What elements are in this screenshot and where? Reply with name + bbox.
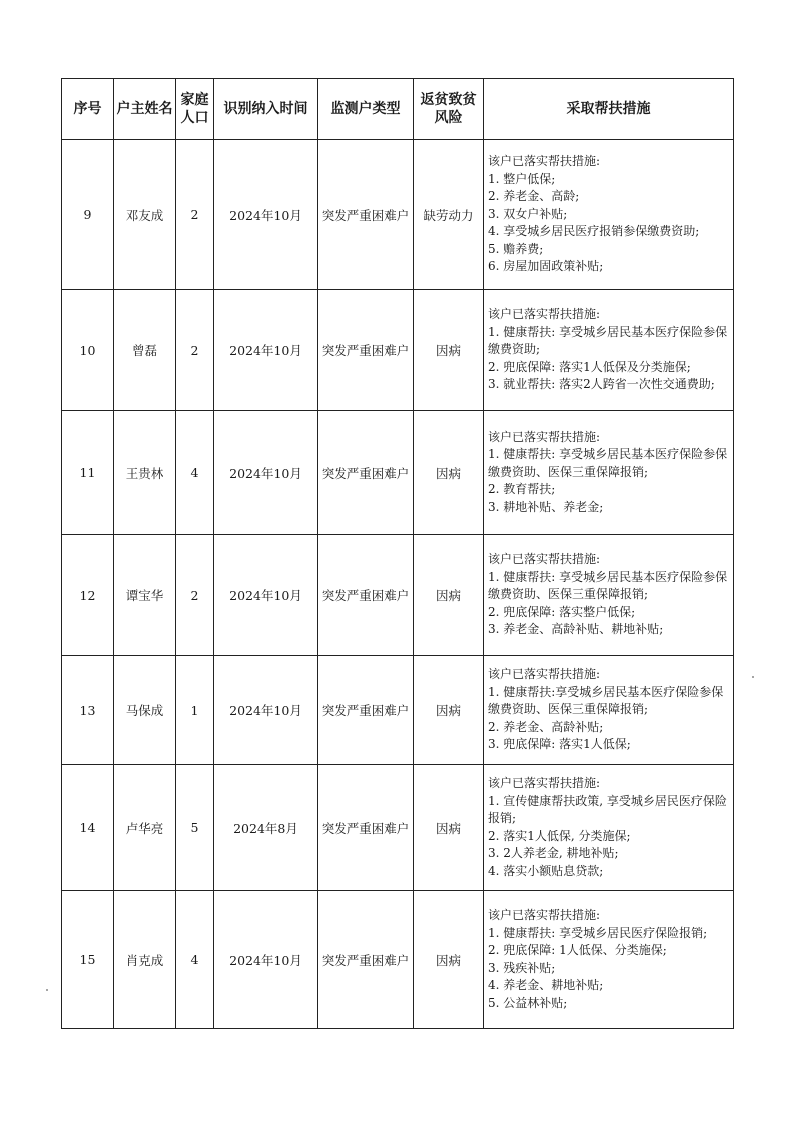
household-table: [61, 78, 734, 1029]
cell-time: 2024年10月: [214, 290, 318, 411]
cell-family: 4: [176, 411, 214, 535]
cell-type: 突发严重困难户: [318, 765, 414, 891]
cell-time: 2024年10月: [214, 411, 318, 535]
cell-time: 2024年10月: [214, 656, 318, 765]
table-row: [62, 656, 734, 765]
cell-measures: [484, 290, 734, 411]
cell-type: 突发严重困难户: [318, 411, 414, 535]
cell-seq: 14: [62, 765, 114, 891]
cell-risk: 因病: [414, 765, 484, 891]
measure-line: 2. 教育帮扶;: [488, 482, 556, 497]
cell-measures: [484, 891, 734, 1029]
measure-line: 2. 兜底保障: 1人低保、分类施保;: [488, 943, 667, 957]
measure-line: 2. 兜底保障: 落实1人低保及分类施保;: [488, 359, 691, 374]
cell-seq: 10: [62, 290, 114, 411]
table-header: [62, 79, 734, 140]
cell-time: 2024年10月: [214, 140, 318, 290]
cell-family: 4: [176, 891, 214, 1029]
cell-name: 马保成: [114, 656, 176, 765]
table-row: [62, 891, 734, 1029]
measure-line: 3. 2人养老金, 耕地补贴;: [488, 846, 619, 860]
measure-line: 该户已落实帮扶措施:: [488, 307, 601, 322]
measure-line: 3. 就业帮扶: 落实2人跨省一次性交通费助;: [488, 377, 715, 392]
cell-risk: 因病: [414, 535, 484, 656]
header-seq: 序号: [62, 79, 114, 140]
table-body: [62, 140, 734, 1029]
cell-family: 5: [176, 765, 214, 891]
cell-family: 2: [176, 535, 214, 656]
cell-measures: [484, 411, 734, 535]
scan-speck: [752, 676, 754, 678]
measure-line: 3. 残疾补贴;: [488, 960, 556, 975]
cell-time: 2024年10月: [214, 535, 318, 656]
measure-line: 1. 健康帮扶: 享受城乡居民医疗保险报销;: [488, 925, 708, 940]
cell-risk: 因病: [414, 891, 484, 1029]
measure-line: 6. 房屋加固政策补贴;: [488, 259, 604, 274]
measure-line: 该户已落实帮扶措施:: [488, 154, 601, 169]
cell-measures: [484, 656, 734, 765]
cell-name: 卢华亮: [114, 765, 176, 891]
cell-risk: 因病: [414, 411, 484, 535]
measure-line: 3. 耕地补贴、养老金;: [488, 499, 604, 514]
table-row: [62, 411, 734, 535]
cell-name: 王贵林: [114, 411, 176, 535]
header-family: 家庭人口: [176, 79, 214, 140]
measure-line: 3. 养老金、高龄补贴、耕地补贴;: [488, 622, 664, 637]
cell-type: 突发严重困难户: [318, 656, 414, 765]
table-row: [62, 140, 734, 290]
measure-line: 5. 赡养费;: [488, 241, 544, 256]
cell-measures: [484, 140, 734, 290]
cell-time: 2024年10月: [214, 891, 318, 1029]
measure-line: 1. 健康帮扶:享受城乡居民基本医疗保险参保缴费资助、医保三重保障报销;: [488, 684, 724, 717]
measure-line: 5. 公益林补贴;: [488, 995, 568, 1010]
cell-time: 2024年8月: [214, 765, 318, 891]
cell-seq: 9: [62, 140, 114, 290]
measure-line: 该户已落实帮扶措施:: [488, 552, 601, 567]
cell-family: 2: [176, 140, 214, 290]
table-row: [62, 535, 734, 656]
cell-type: 突发严重困难户: [318, 891, 414, 1029]
measure-line: 1. 健康帮扶: 享受城乡居民基本医疗保险参保缴费资助、医保三重保障报销;: [488, 569, 728, 602]
measure-line: 1. 健康帮扶: 享受城乡居民基本医疗保险参保缴费资助、医保三重保障报销;: [488, 447, 728, 479]
scan-speck: [46, 989, 48, 991]
header-name: 户主姓名: [114, 79, 176, 140]
measure-line: 1. 健康帮扶: 享受城乡居民基本医疗保险参保缴费资助;: [488, 324, 728, 357]
measure-line: 2. 养老金、高龄补贴;: [488, 719, 604, 734]
measure-line: 4. 落实小额贴息贷款;: [488, 863, 604, 878]
cell-measures: [484, 535, 734, 656]
cell-seq: 15: [62, 891, 114, 1029]
measure-line: 4. 享受城乡居民医疗报销参保缴费资助;: [488, 224, 700, 239]
measure-line: 1. 整户低保;: [488, 171, 556, 186]
measure-line: 2. 兜底保障: 落实整户低保;: [488, 604, 636, 619]
measure-line: 该户已落实帮扶措施:: [488, 667, 601, 682]
measure-line: 3. 兜底保障: 落实1人低保;: [488, 737, 631, 752]
cell-risk: 因病: [414, 656, 484, 765]
table-row: [62, 290, 734, 411]
cell-risk: 因病: [414, 290, 484, 411]
cell-type: 突发严重困难户: [318, 535, 414, 656]
cell-seq: 12: [62, 535, 114, 656]
cell-seq: 11: [62, 411, 114, 535]
cell-name: 肖克成: [114, 891, 176, 1029]
measure-line: 2. 落实1人低保, 分类施保;: [488, 828, 631, 843]
measure-line: 4. 养老金、耕地补贴;: [488, 978, 604, 992]
cell-name: 邓友成: [114, 140, 176, 290]
cell-type: 突发严重困难户: [318, 140, 414, 290]
cell-seq: 13: [62, 656, 114, 765]
header-type: 监测户类型: [318, 79, 414, 140]
table-row: [62, 765, 734, 891]
cell-measures: [484, 765, 734, 891]
cell-name: 曾磊: [114, 290, 176, 411]
measure-line: 2. 养老金、高龄;: [488, 189, 580, 204]
cell-name: 谭宝华: [114, 535, 176, 656]
measure-line: 该户已落实帮扶措施:: [488, 429, 601, 444]
cell-type: 突发严重困难户: [318, 290, 414, 411]
measure-line: 该户已落实帮扶措施:: [488, 776, 601, 790]
cell-family: 2: [176, 290, 214, 411]
cell-risk: 缺劳动力: [414, 140, 484, 290]
cell-family: 1: [176, 656, 214, 765]
header-measures: 采取帮扶措施: [484, 79, 734, 140]
measure-line: 该户已落实帮扶措施:: [488, 908, 601, 922]
header-risk: 返贫致贫风险: [414, 79, 484, 140]
measure-line: 3. 双女户补贴;: [488, 206, 568, 221]
header-row: [62, 79, 734, 140]
header-time: 识别纳入时间: [214, 79, 318, 140]
measure-line: 1. 宣传健康帮扶政策, 享受城乡居民医疗保险报销;: [488, 793, 727, 825]
